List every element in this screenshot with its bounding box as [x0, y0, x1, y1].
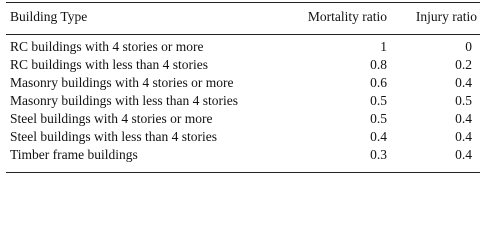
table-header-row [6, 8, 480, 26]
building-type-cell: RC buildings with less than 4 stories [10, 57, 209, 72]
injury-ratio-cell: 0.4 [455, 129, 472, 144]
header-building-type: Building Type [10, 9, 88, 24]
table-row [6, 92, 480, 110]
mortality-ratio-cell: 0.3 [370, 147, 387, 162]
injury-ratio-cell: 0.4 [455, 111, 472, 126]
injury-ratio-cell: 0.4 [455, 75, 472, 90]
table-header-rule [6, 34, 480, 35]
mortality-ratio-cell: 0.5 [370, 93, 387, 108]
building-type-cell: Timber frame buildings [10, 147, 138, 162]
header-mortality-ratio: Mortality ratio [307, 9, 387, 24]
mortality-ratio-cell: 0.5 [370, 111, 387, 126]
injury-ratio-cell: 0.2 [455, 57, 472, 72]
table-row [6, 38, 480, 56]
table-row [6, 56, 480, 74]
injury-ratio-cell: 0.5 [455, 93, 472, 108]
header-injury-ratio: Injury ratio [415, 9, 477, 24]
table-row [6, 110, 480, 128]
injury-ratio-cell: 0.4 [455, 147, 472, 162]
mortality-ratio-cell: 0.8 [370, 57, 387, 72]
table-bottom-rule [6, 172, 480, 173]
building-type-cell: RC buildings with 4 stories or more [10, 39, 204, 54]
building-type-cell: Steel buildings with 4 stories or more [10, 111, 213, 126]
mortality-ratio-cell: 1 [380, 39, 387, 54]
building-type-cell: Steel buildings with less than 4 stories [10, 129, 217, 144]
table-row [6, 74, 480, 92]
table-row [6, 128, 480, 146]
injury-ratio-cell: 0 [465, 39, 472, 54]
table-row [6, 146, 480, 164]
mortality-ratio-cell: 0.6 [370, 75, 387, 90]
mortality-ratio-cell: 0.4 [370, 129, 387, 144]
building-type-cell: Masonry buildings with less than 4 stories [10, 93, 238, 108]
building-type-cell: Masonry buildings with 4 stories or more [10, 75, 234, 90]
table-top-rule [6, 2, 480, 3]
